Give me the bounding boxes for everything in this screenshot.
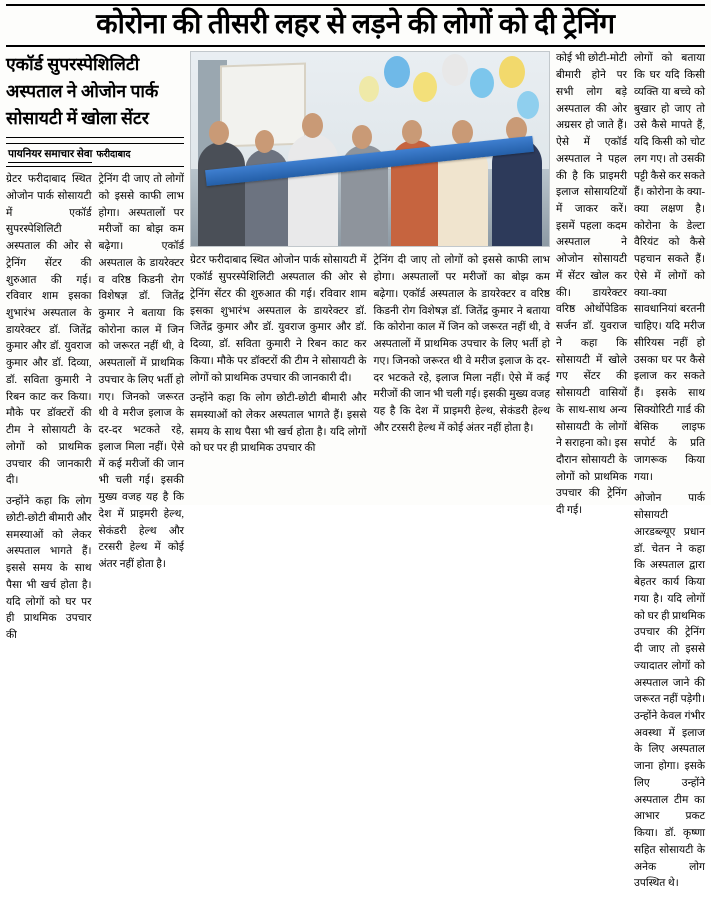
left-text-columns — [6, 172, 184, 649]
byline-location: फरीदाबाद — [96, 150, 131, 161]
balloon-icon — [517, 91, 539, 119]
paragraph: उन्होंने कहा कि लोग छोटी-छोटी बीमारी और समस्याओं को लेकर अस्पताल भागते हैं। इससे समय के साथ पैसा भी खर्च होता है। यदि लोगों को घर पर ही प्राथमिक उपचार की — [190, 393, 367, 455]
middle-text-block — [190, 253, 550, 499]
article-photo — [190, 51, 550, 247]
person-head — [402, 120, 422, 144]
left-column — [6, 51, 184, 641]
middle-column — [190, 51, 550, 499]
balloon-icon — [359, 76, 379, 102]
paragraph: कोई भी छोटी-मोटी बीमारी होने पर सभी लोग बड़े अस्पताल की ओर अग्रसर हो जाते हैं। ऐसे में एकॉर्ड अस्पताल ने पहल की है कि प्राइमरी इलाज सोसायटियों में जाकर करें। इसमें पहला कदम अस्पताल ने ओजोन सोसायटी में सेंटर खोल कर की। डायरेक्टर वरिष्ठ ओर्थोपेडिक सर्जन डॉ. युवराज ने कहा कि सोसायटी में खोले गए सेंटर की सोसायटी वासियों के साथ-साथ अन्य सोसायटी के लोगों ने सराहना को। इस दौरान सोसायटी के लोगों को प्राथमिक उपचार की ट्रेनिंग दी गई। — [556, 53, 627, 517]
right-column — [556, 51, 705, 890]
middle-text-columns — [190, 253, 550, 462]
sub-headline: एकॉर्ड सुपरस्पेशिलिटी अस्पताल ने ओजोन पार्क सोसायटी में खोला सेंटर — [6, 51, 184, 138]
paragraph: ओजोन पार्क सोसायटी आरडब्ल्यूए प्रधान डॉ. चेतन ने कहा कि अस्पताल द्वारा बेहतर कार्य किया गया है। यदि लोगों को घर ही प्राथमिक उपचार की ट्रेनिंग दी जाए तो इससे ज्यादातर लोगों को अस्पताल जाने की जरूरत नहीं पड़ेगी। उन्होंने केवल गंभीर अवस्था में इलाज के लिए अस्पताल जाना होगा। इसके लिए उन्होंने अस्पताल टीम का आभार प्रकट किया। डॉ. कृष्णा सहित सोसायटी के अनेक लोग उपस्थित थे। — [634, 493, 705, 890]
headline-container — [6, 4, 705, 47]
byline-source: पायनियर समाचार सेवा — [8, 147, 92, 163]
person-head — [302, 113, 323, 138]
paragraph: ट्रेनिंग दी जाए तो लोगों को इससे काफी लाभ होगा। अस्पतालों पर मरीजों का बोझ कम बढ़ेगा। एकॉर्ड अस्पताल के डायरेक्टर व वरिष्ठ किडनी रोग विशेषज्ञ डॉ. जितेंद्र कुमार ने बताया कि कोरोना काल में जिन को जरूरत नहीं थी, वे अस्पतालों में प्राथमिक उपचार के लिए भर्ती हो गए। जिनको जरूरत थी वे मरीज इलाज के दर-दर भटकते रहे, इलाज मिला नहीं। ऐसे में कई मरीजों की जान भी चली गई। इसकी मुख्य वजह यह है कि देश में प्राइमरी हेल्थ, सेकंडरी हेल्थ और टरसरी हेल्थ में कोई अंतर नहीं होता है। — [373, 255, 550, 434]
balloon-icon — [442, 54, 468, 86]
right-column-2 — [634, 51, 705, 898]
paragraph: ट्रेनिंग दी जाए तो लोगों को इससे काफी लाभ होगा। अस्पतालों पर मरीजों का बोझ कम बढ़ेगा। एकॉर्ड अस्पताल के डायरेक्टर व वरिष्ठ किडनी रोग विशेषज्ञ डॉ. जितेंद्र कुमार ने बताया कि कोरोना काल में जिन को जरूरत नहीं थी, वे अस्पतालों में प्राथमिक उपचार के लिए भर्ती हो गए। जिनको जरूरत थी वे मरीज इलाज के दर-दर भटकते रहे, इलाज मिला नहीं। ऐसे में कई मरीजों की जान भी चली गई। इसकी मुख्य वजह यह है कि देश में प्राइमरी हेल्थ, सेकंडरी हेल्थ और टरसरी हेल्थ में कोई अंतर नहीं होता है। — [98, 174, 184, 571]
middle-column-1 — [190, 253, 367, 462]
article-body — [6, 51, 705, 890]
balloon-icon — [499, 56, 525, 88]
byline — [6, 143, 184, 167]
middle-column-2 — [374, 253, 551, 462]
person-figure — [288, 134, 338, 247]
paragraph: ग्रेटर फरीदाबाद स्थित ओजोन पार्क सोसायटी में एकॉर्ड सुपरस्पेशिलिटी अस्पताल की ओर से ट्रेनिंग सेंटर की शुरुआत की गई। रविवार शाम इसका शुभारंभ अस्पताल के डायरेक्टर डॉ. जितेंद्र कुमार और डॉ. युवराज कुमार और डॉ. दिव्या, डॉ. सविता कुमारी ने रिबन काट कर किया। मौके पर डॉक्टरों की टीम ने सोसायटी के लोगों को प्राथमिक उपचार की जानकारी दी। — [190, 255, 367, 384]
page-title: कोरोना की तीसरी लहर से लड़ने की लोगों को दी ट्रेनिंग — [96, 9, 615, 40]
paragraph: ग्रेटर फरीदाबाद स्थित ओजोन पार्क सोसायटी में एकॉर्ड सुपरस्पेशिलिटी अस्पताल की ओर से ट्रेनिंग सेंटर की शुरुआत की गई। रविवार शाम इसका शुभारंभ अस्पताल के डायरेक्टर डॉ. जितेंद्र कुमार और डॉ. युवराज कुमार और डॉ. दिव्या, डॉ. सविता कुमारी ने रिबन काट कर किया। मौके पर डॉक्टरों की टीम ने सोसायटी के लोगों को प्राथमिक उपचार की जानकारी दी। — [6, 174, 92, 487]
paragraph: लोगों को बताया कि घर यदि किसी व्यक्ति या बच्चे को बुखार हो जाए तो उसे कैसे मापते हैं, यदि किसी को चोट लग गए। तो उसकी पट्टी कैसे कर सकते हैं। कोरोना के क्या-क्या लक्षण है। कोरोना के डेल्टा वैरियंट को कैसे पहचान सकते हैं। ऐसे में लोगों को क्या-क्या सावधानियां बरतनी चाहिए। यदि मरीज सीरियस नहीं हो उसका घर पर कैसे इलाज कर सकते हैं। इसके साथ सिक्योरिटी गार्ड की बेसिक लाइफ सपोर्ट के प्रति जागरूक किया गया। — [634, 53, 705, 483]
left-column-1 — [6, 172, 92, 649]
paragraph: उन्होंने कहा कि लोग छोटी-छोटी बीमारी और समस्याओं को लेकर अस्पताल भागते हैं। इससे समय के साथ पैसा भी खर्च होता है। यदि लोगों को घर पर ही प्राथमिक उपचार की — [6, 496, 92, 641]
person-figure — [198, 142, 245, 247]
left-column-2 — [99, 172, 185, 649]
right-text-columns — [556, 51, 705, 898]
right-column-1 — [556, 51, 627, 898]
balloon-icon — [413, 72, 437, 102]
balloon-icon — [470, 68, 494, 98]
